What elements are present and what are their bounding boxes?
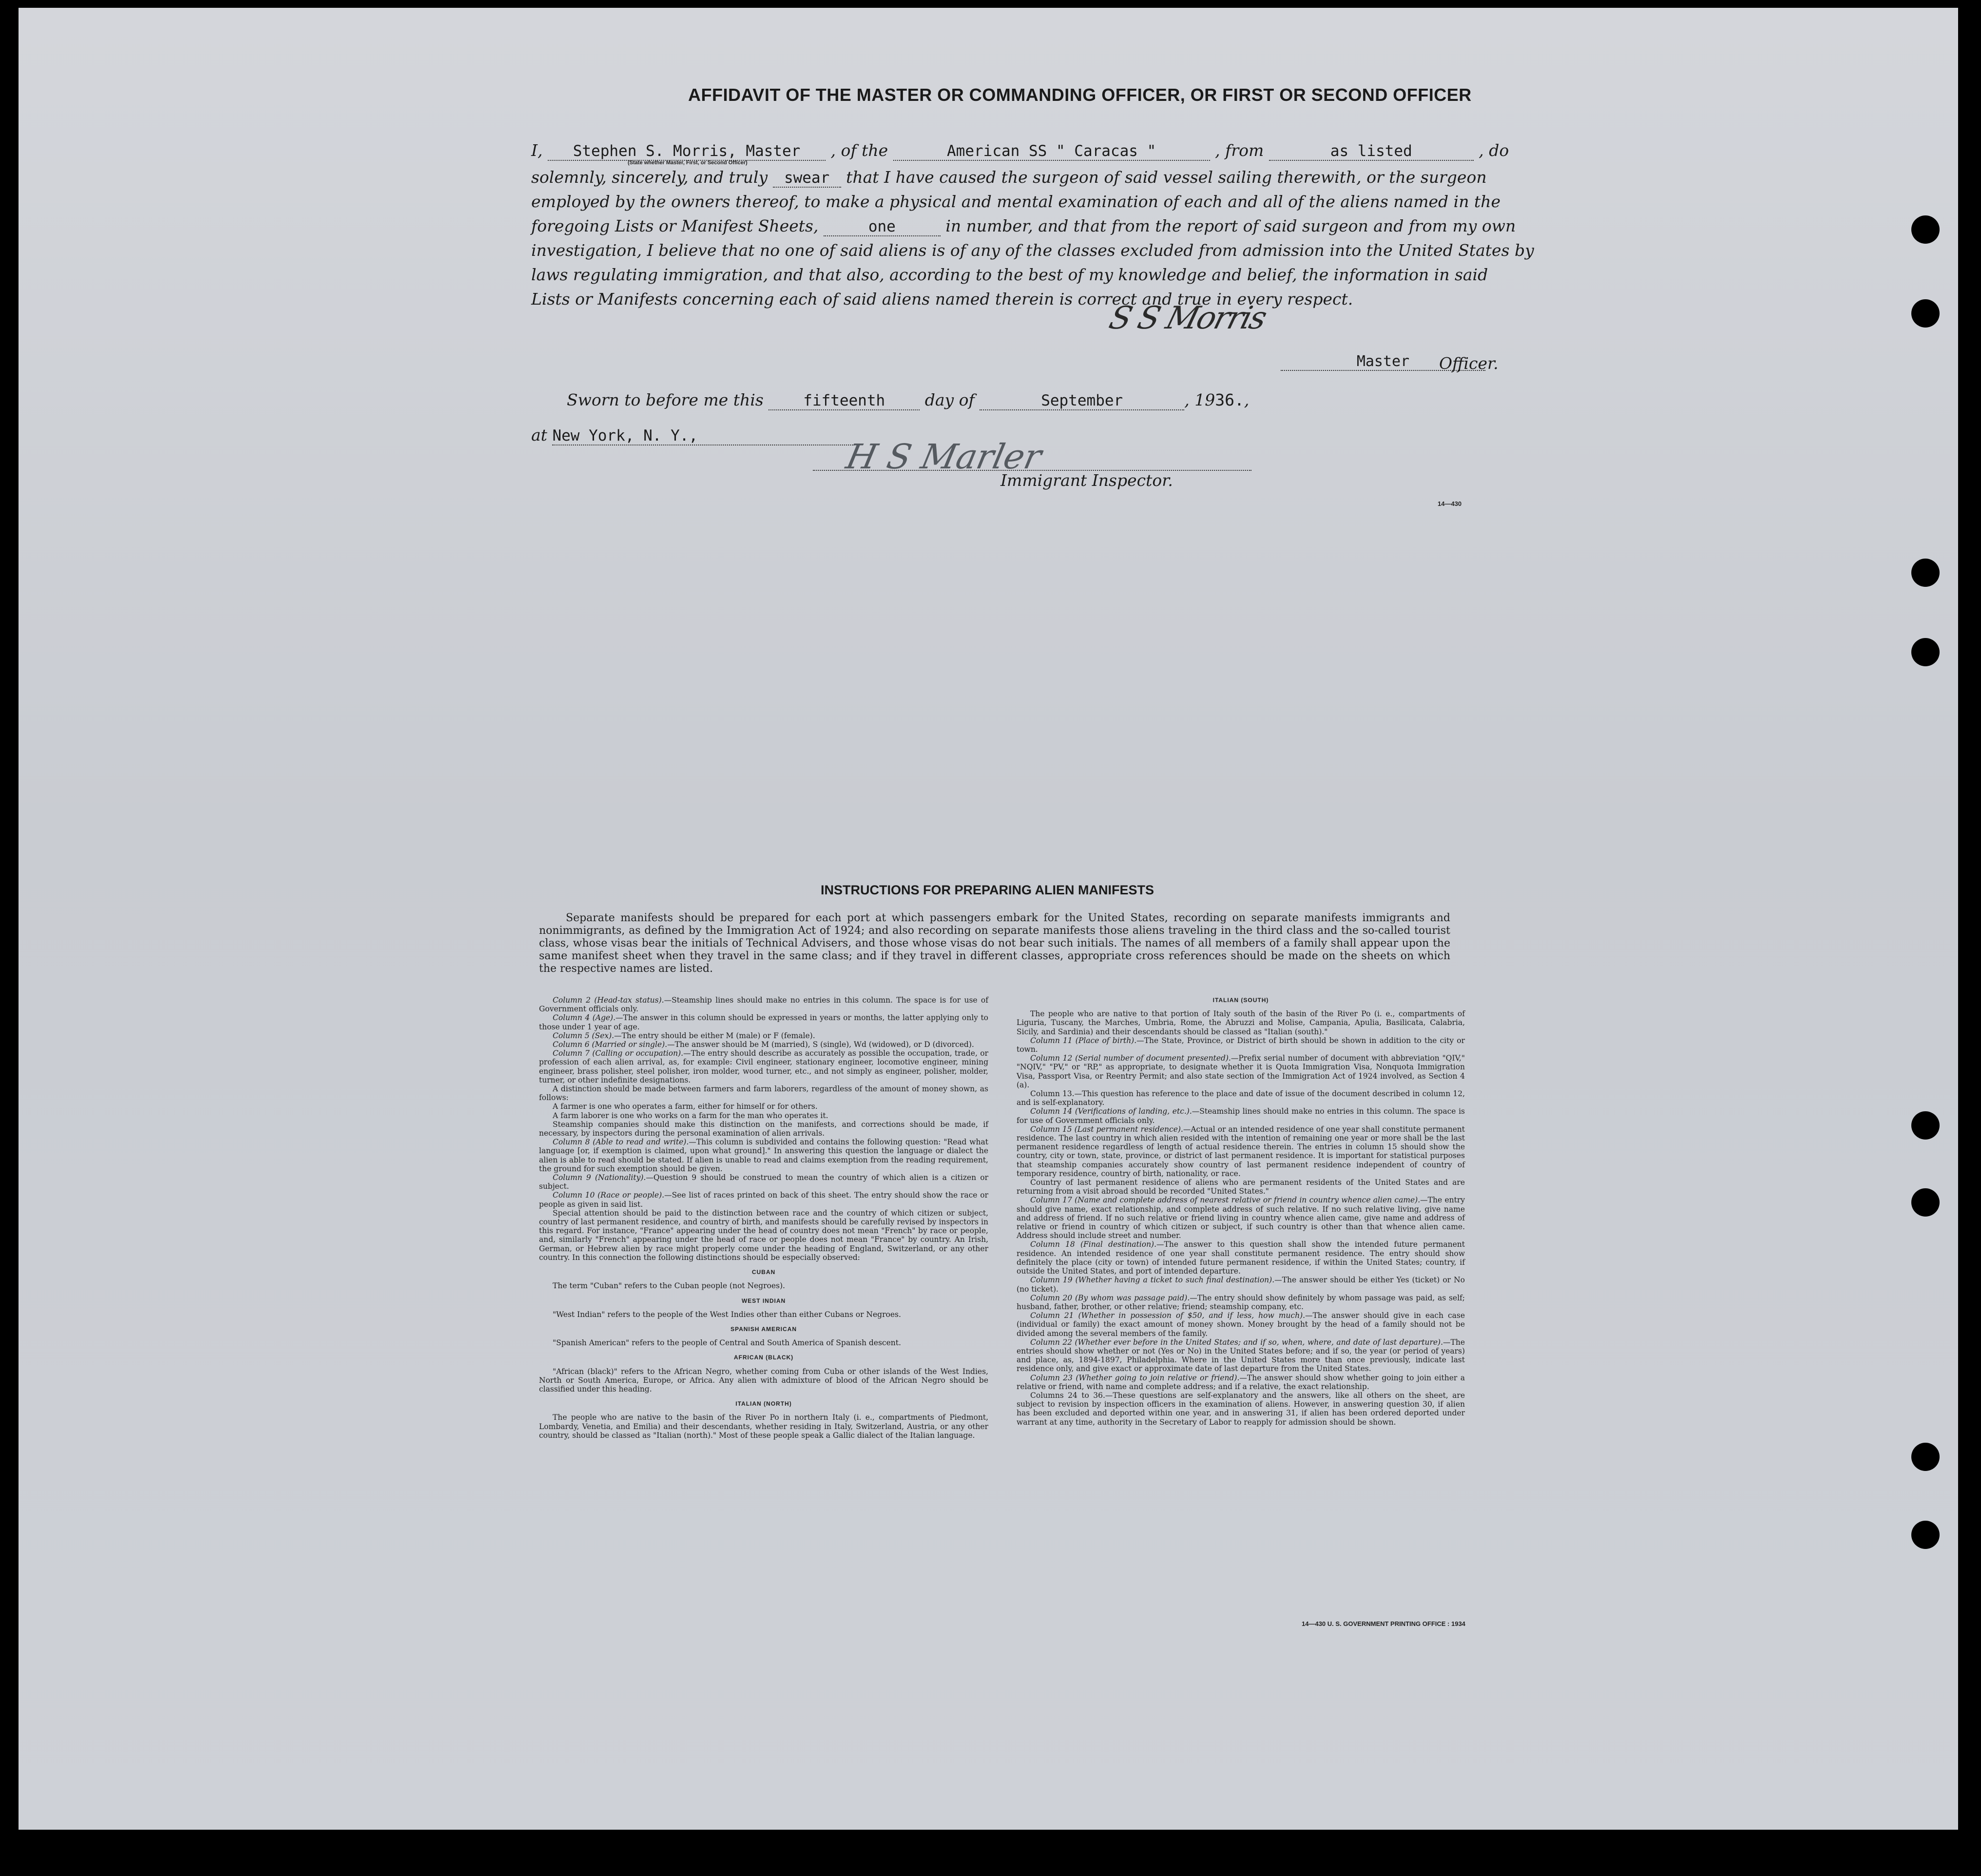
spanish-american-paragraph: "Spanish American" refers to the people of Central and South America of Spanish descent. — [553, 1338, 901, 1348]
column-11-note — [1017, 1036, 1465, 1054]
affidavit-line-1 — [531, 138, 1509, 163]
column-2-note — [539, 996, 988, 1013]
column-14-note — [1017, 1107, 1465, 1124]
farmer-paragraph: A farmer is one who operates a farm, either for himself or for others. — [553, 1102, 818, 1111]
form-code: 14—430 — [1438, 500, 1462, 507]
sheet-count-field: one — [824, 218, 941, 236]
column-17-note — [1017, 1196, 1465, 1240]
column-15-label: Column 15 (Last permanent residence). — [1030, 1124, 1183, 1134]
sworn-pre: Sworn to before me this — [567, 390, 764, 409]
column-20-note — [1017, 1294, 1465, 1311]
sworn-day-field: fifteenth — [769, 392, 920, 410]
do-label: , do — [1479, 141, 1509, 160]
farm-laborer-paragraph: A farm laborer is one who works on a farm for the man who operates it. — [553, 1111, 828, 1120]
italian-north-heading: ITALIAN (NORTH) — [735, 1400, 792, 1408]
column-6-note — [539, 1040, 988, 1049]
column-12-text: —Prefix serial number of document with abbreviation "QIV," "NQIV," "PV," or "RP," as appropriate, to designate whether it is Quota Immigration Visa, Nonquota Immigration Visa, Passport Visa, or Reentry Permit; and also state section of the Immigration Act of 1924 involved, as Section 4 (a). — [1017, 1054, 1465, 1089]
column-20-label: Column 20 (By whom was passage paid). — [1030, 1293, 1190, 1302]
column-9-note — [539, 1173, 988, 1191]
column-8-text: —This column is subdivided and contains the following question: "Read what language [or, if exemption is claimed, upon what ground]." In answering this question the language or dialect the alien is able to read should be stated. If alien is unable to read and claims exemption from the reading requirement, the ground for such exemption should be given. — [539, 1138, 988, 1173]
officer-type-note: (State whether Master, First, or Second Officer) — [628, 160, 748, 166]
column-8-label: Column 8 (Able to read and write). — [553, 1138, 689, 1147]
affidavit-line-4 — [531, 214, 1516, 238]
cuban-paragraph: The term "Cuban" refers to the Cuban people (not Negroes). — [553, 1281, 785, 1291]
printing-office-footer: 14—430 U. S. GOVERNMENT PRINTING OFFICE : 1934 — [1302, 1620, 1465, 1627]
place-field: New York, N. Y., — [552, 427, 854, 445]
officer-label: Officer. — [1439, 354, 1499, 373]
column-11-label: Column 11 (Place of birth). — [1030, 1036, 1137, 1045]
instructions-intro: Separate manifests should be prepared for each port at which passengers embark for the United States, recording on separate manifests immigrants and nonimmigrants, as defined by the Immigration Act of 1924; and also recording on separate manifests those aliens traveling in the third class and the so-called tourist class, whose visas bear the initials of Technical Advisers, and those whose visas do not bear such initials. The names of all members of a family shall appear upon the same manifest sheet when they travel in the same class; and if they travel in different classes, appropriate cross references should be made on the sheets on which the respective names are listed. — [539, 912, 1450, 975]
instructions-right-column — [1017, 996, 1465, 1427]
punch-hole — [1911, 1188, 1940, 1217]
column-4-label: Column 4 (Age). — [553, 1013, 616, 1023]
from-label: , from — [1215, 141, 1264, 160]
column-10-note — [539, 1191, 988, 1208]
column-14-label: Column 14 (Verifications of landing, etc.). — [1030, 1107, 1192, 1116]
column-14-text: —Steamship lines should make no entries in this column. The space is for use of Government officials only. — [1017, 1107, 1465, 1125]
punch-hole — [1911, 215, 1940, 244]
punch-hole — [1911, 559, 1940, 587]
column-8-note — [539, 1138, 988, 1173]
affidavit-line-5: investigation, I believe that no one of said aliens is of any of the classes excluded from admission into the United States by — [531, 241, 1534, 260]
cuban-heading: CUBAN — [751, 1269, 776, 1276]
affidavit-line-2 — [531, 165, 1506, 190]
punch-hole — [1911, 1443, 1940, 1471]
ship-name-field: American SS " Caracas " — [893, 142, 1210, 161]
inspector-label: Immigrant Inspector. — [1000, 471, 1173, 490]
column-20-text: —The entry should show definitely by whom passage was paid, as self; husband, father, brother, or other relative; friend; steamship company, etc. — [1017, 1293, 1465, 1311]
column-5-label: Column 5 (Sex). — [553, 1031, 615, 1040]
column-5-note — [539, 1031, 988, 1040]
punch-hole — [1911, 1111, 1940, 1140]
country-residence-paragraph: Country of last permanent residence of aliens who are permanent residents of the United States and are returning from a visit abroad should be recorded "United States." — [1017, 1178, 1465, 1196]
column-17-text: —The entry should give name, exact relationship, and complete address of such relative. If no such relative living, give name and address of friend. If no such relative or friend living in country whence alien came, give name and address of relative or friend in country of which citizen or subject, if such country is other than that whence alien came. Address should include street and number. — [1017, 1196, 1465, 1240]
column-17-label: Column 17 (Name and complete address of nearest relative or friend in country whence alien came). — [1030, 1196, 1421, 1205]
column-21-text: —The answer should give in each case (individual or family) the exact amount of money shown. Money brought by the head of a family should not be divided among the several members of the family. — [1017, 1311, 1465, 1338]
year-prefix: , 19 — [1184, 390, 1215, 409]
column-22-note — [1017, 1338, 1465, 1373]
column-19-note — [1017, 1276, 1465, 1293]
officer-rank-field: Master — [1281, 353, 1485, 371]
of-the-label: , of the — [830, 141, 888, 160]
column-18-note — [1017, 1240, 1465, 1276]
affidavit-line-6: laws regulating immigration, and that also, according to the best of my knowledge and belief, the information in said — [531, 265, 1488, 284]
column-5-text: —The entry should be either M (male) or F (female). — [614, 1031, 815, 1040]
instructions-left-column — [539, 996, 988, 1440]
column-18-text: —The answer to this question shall show the intended future permanent residence. An intended residence of one year shall constitute permanent residence. The entry should show definitely the place (city or town) of intended future permanent residence, if within the United States; country, if outside the United States, and port of intended departure. — [1017, 1240, 1465, 1276]
italian-north-paragraph: The people who are native to the basin of the River Po in northern Italy (i. e., compartments of Piedmont, Lombardy, Venetia, and Emilia) and their descendants, whether residing in Italy, Switzerland, Austria, or any other country, should be classed as "Italian (north)." Most of these people speak a Gallic dialect of the Italian language. — [539, 1413, 988, 1440]
column-19-label: Column 19 (Whether having a ticket to such final destination). — [1030, 1276, 1275, 1285]
column-15-note — [1017, 1125, 1465, 1178]
column-2-label: Column 2 (Head-tax status). — [553, 996, 664, 1005]
sworn-line — [567, 388, 1541, 412]
column-6-label: Column 6 (Married or single). — [553, 1040, 668, 1049]
sworn-year-field: 36. — [1215, 390, 1244, 409]
column-22-label: Column 22 (Whether ever before in the United States; and if so, when, where, and date of last departure). — [1030, 1337, 1443, 1347]
affidavit-title: AFFIDAVIT OF THE MASTER OR COMMANDING OFFICER, OR FIRST OR SECOND OFFICER — [688, 85, 1472, 105]
column-12-label: Column 12 (Serial number of document presented). — [1030, 1054, 1231, 1063]
column-18-label: Column 18 (Final destination). — [1030, 1240, 1157, 1249]
column-21-label: Column 21 (Whether in possession of $50, and if less, how much). — [1030, 1311, 1306, 1320]
column-9-label: Column 9 (Nationality). — [553, 1173, 646, 1182]
italian-south-heading: ITALIAN (SOUTH) — [1212, 997, 1269, 1004]
at-label: at — [531, 425, 547, 445]
column-19-text: —The answer should be either Yes (ticket) or No (no ticket). — [1017, 1276, 1465, 1294]
punch-hole — [1911, 299, 1940, 328]
inspector-signature: H S Marler — [843, 437, 1045, 477]
year-suffix: , — [1244, 390, 1250, 409]
column-4-text: —The answer in this column should be expressed in years or months, the latter applying only to those under 1 year of age. — [539, 1013, 989, 1031]
italian-south-paragraph: The people who are native to that portion of Italy south of the basin of the River Po (i. e., compartments of Liguria, Tuscany, the Marches, Umbria, Rome, the Abruzzi and Molise, Campania, Apulia, Basilicata, Calabria, Sicily, and Sardinia) and their descendants should be classed as "Italian (south)." — [1017, 1009, 1465, 1036]
sworn-month-field: September — [980, 392, 1184, 410]
column-4-note — [539, 1013, 988, 1031]
day-of-label: day of — [924, 390, 975, 409]
column-6-text: —The answer should be M (married), S (single), Wd (widowed), or D (divorced). — [667, 1040, 974, 1049]
line-2-post: that I have caused the surgeon of said vessel sailing therewith, or the surgeon — [846, 168, 1487, 187]
instructions-title: INSTRUCTIONS FOR PREPARING ALIEN MANIFESTS — [821, 883, 1154, 897]
west-indian-heading: WEST INDIAN — [741, 1297, 786, 1304]
affidavit-line-3: employed by the owners thereof, to make a physical and mental examination of each and all of the aliens named in the — [531, 192, 1500, 211]
column-12-note — [1017, 1054, 1465, 1089]
column-22-text: —The entries should show whether or not (Yes or No) in the United States before; and if so, the year (or period of years) and place, as, 1894-1897, Philadelphia. Where in the United States more than once previously, indicate last residence only, and give exact or approximate date of last departure from the United States. — [1017, 1337, 1465, 1373]
column-10-text: —See list of races printed on back of this sheet. The entry should show the race or people as given in said list. — [539, 1191, 988, 1209]
manifest-sheet — [19, 8, 1958, 1830]
steamship-paragraph: Steamship companies should make this distinction on the manifests, and corrections should be made, if necessary, by inspectors during the personal examination of alien arrivals. — [539, 1120, 988, 1138]
african-heading: AFRICAN (BLACK) — [733, 1354, 794, 1361]
column-23-label: Column 23 (Whether going to join relative or friend). — [1030, 1373, 1240, 1382]
master-signature: S S Morris — [1105, 300, 1269, 336]
column-9-text: —Question 9 should be construed to mean the country of which alien is a citizen or subject. — [539, 1173, 988, 1191]
column-7-note — [539, 1049, 988, 1084]
line-2-pre: solemnly, sincerely, and truly — [531, 168, 768, 187]
oath-field: swear — [773, 169, 841, 188]
column-7-label: Column 7 (Calling or occupation). — [553, 1049, 684, 1058]
columns-24-36-note: Columns 24 to 36.—These questions are self-explanatory and the answers, like all others on the sheet, are subject to revision by inspection officers in the examination of aliens. However, in answering question 30, if alien has been excluded and deported within one year, and in answering 31, if alien has been ordered deported under warrant at any time, authority in the Secretary of Labor to reapply for admission should be shown. — [1017, 1391, 1465, 1427]
column-2-text: —Steamship lines should make no entries in this column. The space is for use of Government officials only. — [539, 996, 988, 1014]
spanish-american-heading: SPANISH AMERICAN — [730, 1325, 797, 1333]
line-4-pre: foregoing Lists or Manifest Sheets, — [531, 216, 819, 235]
column-7-text: —The entry should describe as accurately as possible the occupation, trade, or profession of each alien arrival, as, for example: Civil engineer, stationary engineer, locomotive engineer, mining engineer, brass polisher, steel polisher, iron molder, wood turner, etc., and not simply as engineer, polisher, molder, turner, or other indefinite designations. — [539, 1049, 988, 1084]
line-4-post: in number, and that from the report of said surgeon and from my own — [945, 216, 1516, 235]
special-attention-paragraph: Special attention should be paid to the distinction between race and the country of which citizen or subject, country of last permanent residence, and country of birth, and manifests should be carefully revised by inspectors in this regard. For instance, "France" appearing under the head of country does not mean "French" by race or people, and, similarly "French" appearing under the head of race or people does not mean "France" by country. An Irish, German, or Hebrew alien by race might properly come under the heading of England, Switzerland, or any other country. In this connection the following distinctions should be especially observed: — [539, 1208, 988, 1262]
african-paragraph: "African (black)" refers to the African Negro, whether coming from Cuba or other islands of the West Indies, North or South America, Europe, or Africa. Any alien with admixture of blood of the African Negro should be classified under this heading. — [539, 1367, 988, 1393]
column-15-text: —Actual or an intended residence of one year shall constitute permanent residence. The last country in which alien resided with the intention of remaining one year or more shall be the last permanent residence regardless of length of actual residence therein. The entries in column 15 should show the country, city or town, state, province, or district of last permanent residence. It is important for statistical purposes that steamship companies accurately show country of last permanent residence independent of country of temporary residence, country of birth, nationality, or race. — [1017, 1124, 1465, 1178]
distinction-paragraph: A distinction should be made between farmers and farm laborers, regardless of the amount of money shown, as follows: — [539, 1084, 988, 1102]
column-11-text: —The State, Province, or District of birth should be shown in addition to the city or town. — [1017, 1036, 1465, 1054]
west-indian-paragraph: "West Indian" refers to the people of the West Indies other than either Cubans or Negroes. — [553, 1310, 901, 1319]
column-10-label: Column 10 (Race or people). — [553, 1191, 665, 1200]
column-21-note — [1017, 1311, 1465, 1338]
affidavit-i: I, — [531, 141, 543, 160]
column-23-note — [1017, 1373, 1465, 1391]
column-23-text: —The answer should show whether going to join either a relative or friend, with name and complete address; and if a relative, the exact relationship. — [1017, 1373, 1465, 1391]
affidavit-line-7: Lists or Manifests concerning each of said aliens named therein is correct and true in every respect. — [531, 290, 1353, 309]
column-13-note: Column 13.—This question has reference to the place and date of issue of the document described in column 12, and is self-explanatory. — [1017, 1089, 1465, 1107]
punch-hole — [1911, 638, 1940, 666]
punch-hole — [1911, 1521, 1940, 1549]
officer-name-field: Stephen S. Morris, Master — [548, 142, 826, 161]
departure-port-field: as listed — [1269, 142, 1474, 161]
